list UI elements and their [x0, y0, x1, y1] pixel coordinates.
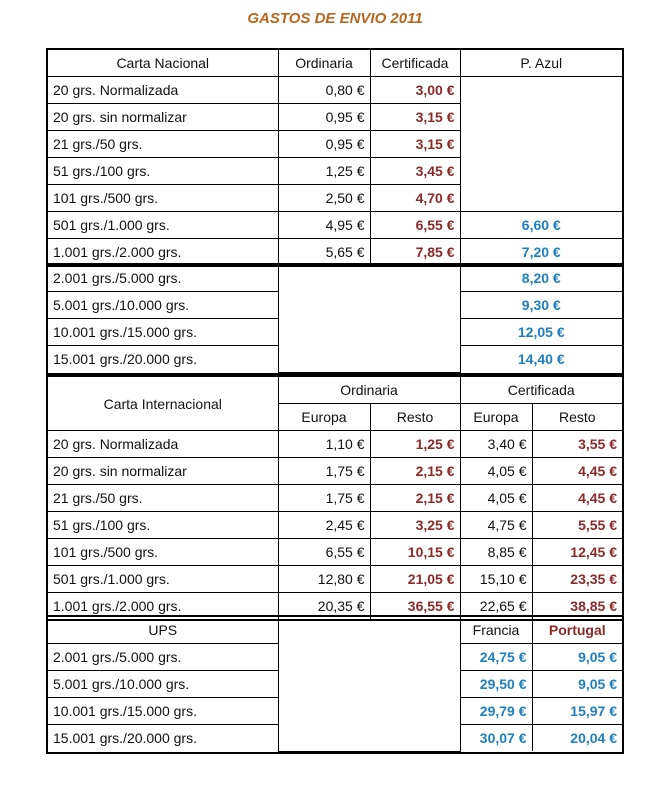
ordinaria-europa-cell: 2,45 €	[278, 512, 370, 539]
carta-nacional-heavy-table	[46, 263, 624, 375]
ordinaria-cell: 0,95 €	[278, 131, 370, 158]
ordinaria-resto-cell: 1,25 €	[370, 431, 460, 458]
certificada-cell: 4,70 €	[370, 185, 460, 212]
certificada-europa-cell: 8,85 €	[460, 539, 532, 566]
certificada-resto-cell: 5,55 €	[532, 512, 622, 539]
certificada-resto-cell: 38,85 €	[532, 593, 622, 620]
table-row	[48, 485, 622, 512]
weight-cell: 51 grs./100 grs.	[48, 512, 278, 539]
weight-cell: 501 grs./1.000 grs.	[48, 566, 278, 593]
certificada-europa-cell: 4,75 €	[460, 512, 532, 539]
carta-internacional-table	[46, 375, 624, 621]
ordinaria-cell: 0,80 €	[278, 77, 370, 104]
p-azul-cell: 12,05 €	[460, 319, 622, 346]
weight-cell: 101 grs./500 grs.	[48, 539, 278, 566]
certificada-europa-cell: 4,05 €	[460, 458, 532, 485]
table-row	[48, 512, 622, 539]
weight-cell: 1.001 grs./2.000 grs.	[48, 593, 278, 620]
header-ups: UPS	[48, 617, 278, 644]
portugal-cell: 20,04 €	[532, 725, 622, 752]
ordinaria-europa-cell: 6,55 €	[278, 539, 370, 566]
ordinaria-cell: 5,65 €	[278, 239, 370, 266]
certificada-cell: 3,15 €	[370, 104, 460, 131]
table-header-row	[48, 617, 622, 644]
weight-cell: 15.001 grs./20.000 grs.	[48, 346, 278, 373]
table-row	[48, 239, 622, 266]
carta-nacional-table	[46, 48, 624, 267]
table-header-row	[48, 50, 622, 77]
weight-cell: 5.001 grs./10.000 grs.	[48, 671, 278, 698]
ordinaria-europa-cell: 1,10 €	[278, 431, 370, 458]
ordinaria-resto-cell: 3,25 €	[370, 512, 460, 539]
ordinaria-europa-cell: 20,35 €	[278, 593, 370, 620]
ordinaria-cell: 2,50 €	[278, 185, 370, 212]
header-portugal: Portugal	[532, 617, 622, 644]
empty-cell	[278, 265, 460, 372]
header-carta-internacional: Carta Internacional	[48, 377, 278, 431]
ordinaria-cell: 1,25 €	[278, 158, 370, 185]
certificada-resto-cell: 12,45 €	[532, 539, 622, 566]
header-carta-nacional: Carta Nacional	[48, 50, 278, 77]
page-title: GASTOS DE ENVIO 2011	[247, 10, 423, 27]
ups-table	[46, 615, 624, 754]
certificada-europa-cell: 22,65 €	[460, 593, 532, 620]
weight-cell: 21 grs./50 grs.	[48, 131, 278, 158]
empty-cell	[278, 617, 460, 751]
weight-cell: 5.001 grs./10.000 grs.	[48, 292, 278, 319]
header-ordinaria: Ordinaria	[278, 50, 370, 77]
ordinaria-resto-cell: 2,15 €	[370, 458, 460, 485]
table-row	[48, 458, 622, 485]
weight-cell: 51 grs./100 grs.	[48, 158, 278, 185]
header-ordinaria: Ordinaria	[278, 377, 460, 404]
portugal-cell: 9,05 €	[532, 644, 622, 671]
table-row	[48, 265, 622, 292]
p-azul-cell: 9,30 €	[460, 292, 622, 319]
weight-cell: 10.001 grs./15.000 grs.	[48, 319, 278, 346]
certificada-europa-cell: 15,10 €	[460, 566, 532, 593]
weight-cell: 20 grs. Normalizada	[48, 431, 278, 458]
table-row	[48, 539, 622, 566]
weight-cell: 1.001 grs./2.000 grs.	[48, 239, 278, 266]
header-p-azul: P. Azul	[460, 50, 622, 77]
p-azul-cell: 8,20 €	[460, 265, 622, 292]
weight-cell: 10.001 grs./15.000 grs.	[48, 698, 278, 725]
ordinaria-cell: 4,95 €	[278, 212, 370, 239]
header-certificada: Certificada	[460, 377, 622, 404]
certificada-resto-cell: 4,45 €	[532, 458, 622, 485]
certificada-resto-cell: 23,35 €	[532, 566, 622, 593]
weight-cell: 2.001 grs./5.000 grs.	[48, 265, 278, 292]
p-azul-cell: 7,20 €	[460, 239, 622, 266]
certificada-resto-cell: 3,55 €	[532, 431, 622, 458]
ordinaria-cell: 0,95 €	[278, 104, 370, 131]
table-row	[48, 566, 622, 593]
table-row	[48, 431, 622, 458]
ordinaria-resto-cell: 21,05 €	[370, 566, 460, 593]
ordinaria-resto-cell: 36,55 €	[370, 593, 460, 620]
subheader-resto: Resto	[370, 404, 460, 431]
subheader-europa: Europa	[278, 404, 370, 431]
weight-cell: 501 grs./1.000 grs.	[48, 212, 278, 239]
p-azul-cell: 14,40 €	[460, 346, 622, 373]
certificada-cell: 7,85 €	[370, 239, 460, 266]
subheader-resto: Resto	[532, 404, 622, 431]
p-azul-empty-cell	[460, 77, 622, 212]
francia-cell: 24,75 €	[460, 644, 532, 671]
weight-cell: 20 grs. sin normalizar	[48, 104, 278, 131]
francia-cell: 29,50 €	[460, 671, 532, 698]
subheader-europa: Europa	[460, 404, 532, 431]
ordinaria-europa-cell: 1,75 €	[278, 485, 370, 512]
certificada-cell: 3,00 €	[370, 77, 460, 104]
weight-cell: 15.001 grs./20.000 grs.	[48, 725, 278, 752]
table-header-row	[48, 377, 622, 404]
weight-cell: 101 grs./500 grs.	[48, 185, 278, 212]
header-certificada: Certificada	[370, 50, 460, 77]
weight-cell: 20 grs. Normalizada	[48, 77, 278, 104]
certificada-cell: 3,45 €	[370, 158, 460, 185]
ordinaria-resto-cell: 10,15 €	[370, 539, 460, 566]
ordinaria-europa-cell: 1,75 €	[278, 458, 370, 485]
weight-cell: 21 grs./50 grs.	[48, 485, 278, 512]
header-francia: Francia	[460, 617, 532, 644]
certificada-cell: 3,15 €	[370, 131, 460, 158]
portugal-cell: 15,97 €	[532, 698, 622, 725]
weight-cell: 20 grs. sin normalizar	[48, 458, 278, 485]
ordinaria-europa-cell: 12,80 €	[278, 566, 370, 593]
ordinaria-resto-cell: 2,15 €	[370, 485, 460, 512]
p-azul-cell: 6,60 €	[460, 212, 622, 239]
certificada-europa-cell: 3,40 €	[460, 431, 532, 458]
table-row	[48, 212, 622, 239]
weight-cell: 2.001 grs./5.000 grs.	[48, 644, 278, 671]
certificada-cell: 6,55 €	[370, 212, 460, 239]
certificada-resto-cell: 4,45 €	[532, 485, 622, 512]
table-row	[48, 77, 622, 104]
francia-cell: 29,79 €	[460, 698, 532, 725]
certificada-europa-cell: 4,05 €	[460, 485, 532, 512]
portugal-cell: 9,05 €	[532, 671, 622, 698]
francia-cell: 30,07 €	[460, 725, 532, 752]
